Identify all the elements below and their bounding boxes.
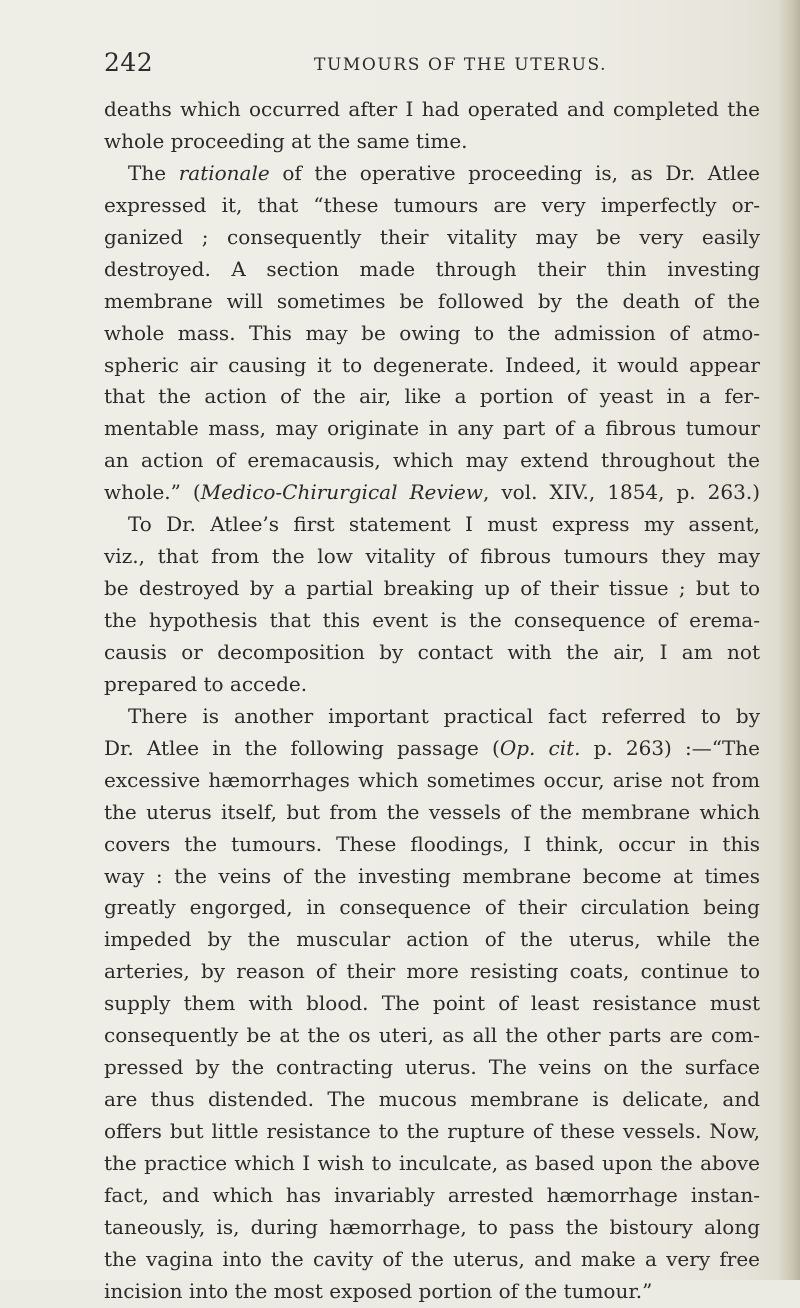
text-line: that the action of the air, like a portion of yeast in a fer- (104, 384, 760, 409)
text-line: be destroyed by a partial breaking up of their tissue ; but to (104, 576, 760, 601)
text-line: causis or decomposition by contact with the air, I am not (104, 639, 760, 664)
text-line: There is another important practical fact referred to by (128, 703, 760, 728)
text-line: whole.” (Medico-Chirurgical Review, vol. XIV., 1854, p. 263.) (104, 480, 760, 505)
text-line: an action of eremacausis, which may extend throughout the (104, 448, 760, 473)
text-line: excessive hæmorrhages which sometimes occur, arise not from (104, 767, 760, 792)
text-line: the vagina into the cavity of the uterus, and make a very free (104, 1246, 760, 1271)
text-line: impeded by the muscular action of the uterus, while the (104, 927, 760, 952)
text-line: are thus distended. The mucous membrane is delicate, and (104, 1087, 760, 1112)
text-line: greatly engorged, in consequence of their circulation being (104, 895, 760, 920)
text-line: The rationale of the operative proceeding is, as Dr. Atlee (128, 160, 761, 185)
text-line: expressed it, that “these tumours are very imperfectly or- (104, 192, 760, 217)
text-line: To Dr. Atlee’s first statement I must express my assent, (128, 512, 760, 537)
text-line: the hypothesis that this event is the consequence of erema- (104, 608, 760, 632)
running-title: TUMOURS OF THE UTERUS. (314, 55, 608, 75)
text-line: whole proceeding at the same time. (104, 128, 468, 153)
text-line: arteries, by reason of their more resisting coats, continue to (104, 959, 760, 984)
text-line: taneously, is, during hæmorrhage, to pass the bistoury along (104, 1214, 760, 1239)
text-line: offers but little resistance to the rupture of these vessels. Now, (104, 1119, 760, 1143)
text-line: supply them with blood. The point of least resistance must (104, 991, 760, 1016)
text-line: membrane will sometimes be followed by the death of the (104, 288, 760, 313)
text-line: the uterus itself, but from the vessels of the membrane which (104, 799, 760, 824)
text-line: spheric air causing it to degenerate. Indeed, it would appear (104, 352, 760, 377)
text-line: viz., that from the low vitality of fibrous tumours they may (104, 544, 760, 569)
text-line: pressed by the contracting uterus. The veins on the surface (104, 1055, 760, 1080)
text-line: prepared to accede. (104, 671, 308, 696)
body-text (104, 94, 760, 1308)
text-line: incision into the most exposed portion of the tumour.” (104, 1278, 653, 1303)
text-line: way : the veins of the investing membrane become at times (104, 863, 760, 888)
text-line: deaths which occurred after I had operated and completed the (104, 97, 760, 121)
page-header (104, 46, 760, 80)
page-edge-shadow (778, 0, 800, 1280)
text-line: destroyed. A section made through their thin investing (104, 256, 760, 281)
text-line: ganized ; consequently their vitality may be very easily (104, 224, 760, 249)
text-line: Dr. Atlee in the following passage (Op. cit. p. 263) :—“The (104, 735, 761, 760)
page-number: 242 (104, 48, 154, 77)
text-line: covers the tumours. These floodings, I think, occur in this (104, 831, 760, 856)
text-line: the practice which I wish to inculcate, as based upon the above (104, 1150, 760, 1175)
text-line: mentable mass, may originate in any part of a fibrous tumour (104, 416, 760, 441)
text-line: consequently be at the os uteri, as all the other parts are com- (104, 1023, 760, 1048)
text-line: whole mass. This may be owing to the admission of atmo- (104, 320, 760, 345)
text-line: fact, and which has invariably arrested hæmorrhage instan- (104, 1182, 760, 1207)
